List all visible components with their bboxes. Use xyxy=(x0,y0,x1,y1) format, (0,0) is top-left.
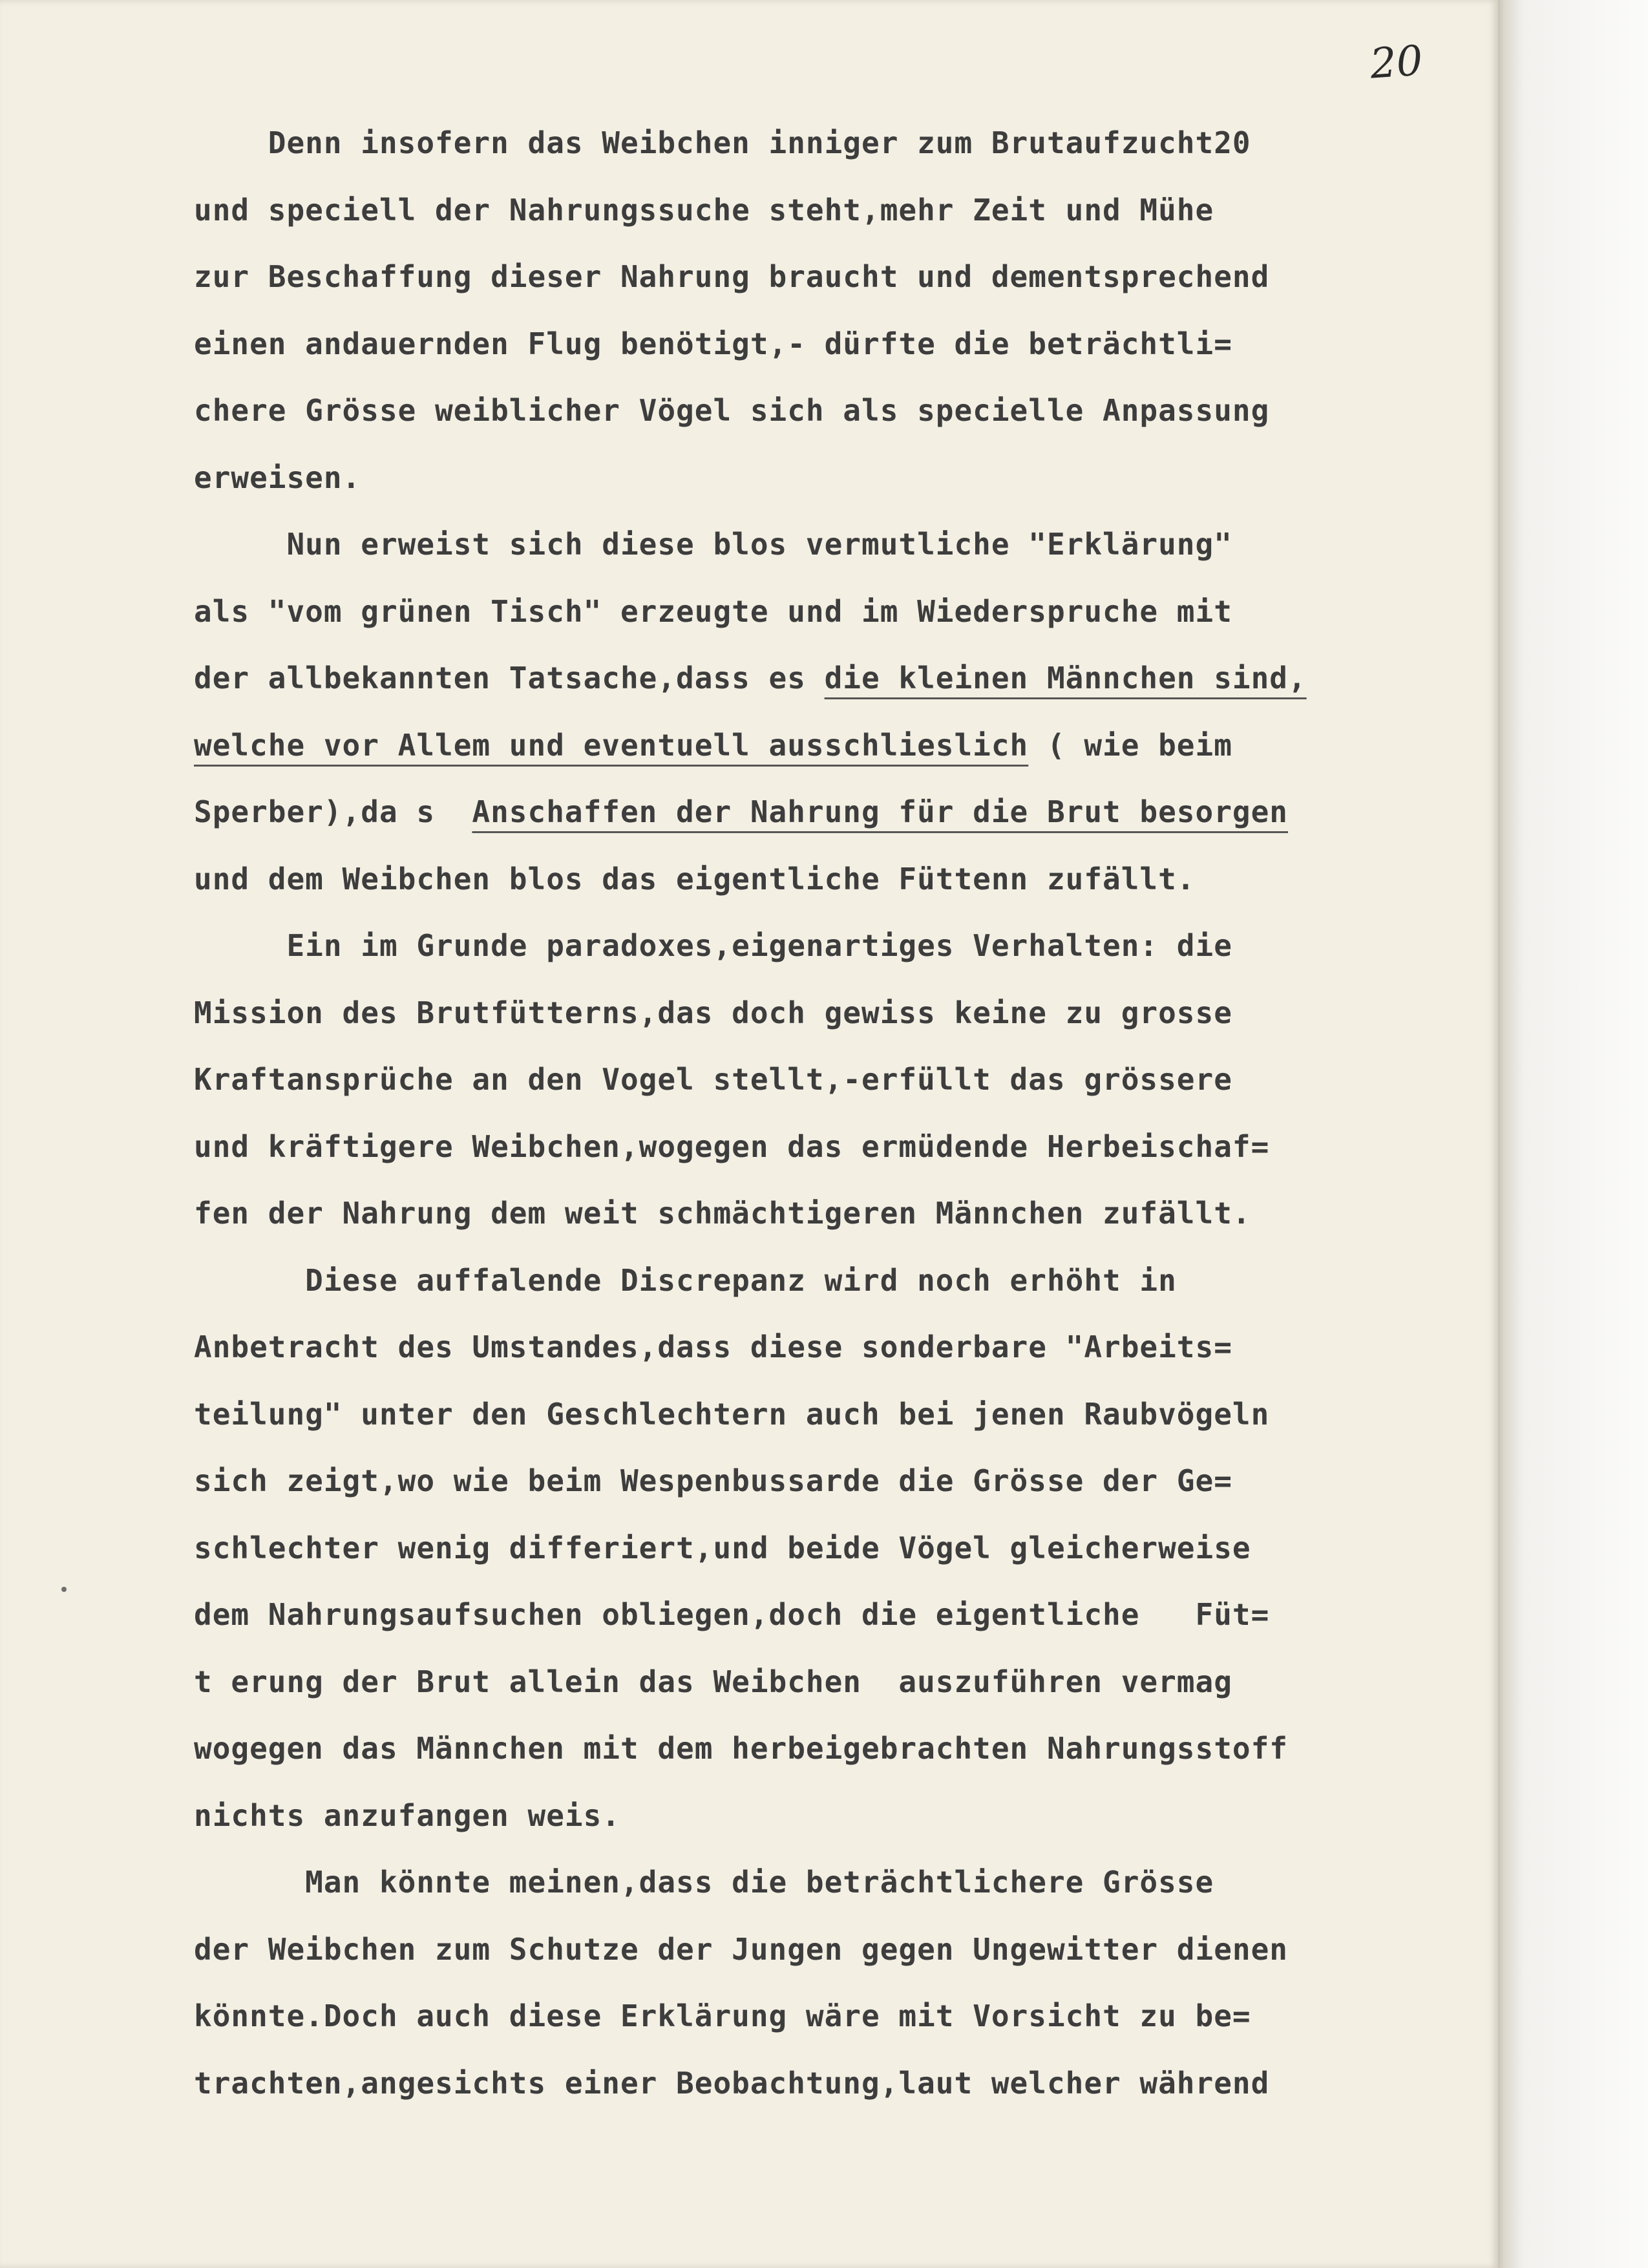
text-segment: Ein im Grunde paradoxes,eigenartiges Verhalten: die xyxy=(194,928,1232,963)
text-line xyxy=(194,1849,1480,1916)
text-segment: fen der Nahrung dem weit schmächtigeren Männchen zufällt. xyxy=(194,1196,1251,1231)
text-line xyxy=(194,1983,1480,2050)
text-line xyxy=(194,980,1480,1047)
text-segment: chere Grösse weiblicher Vögel sich als specielle Anpassung xyxy=(194,393,1270,428)
text-segment: Nun erweist sich diese blos vermutliche "Erklärung" xyxy=(194,527,1232,562)
underlined-text: Anschaffen der Nahrung für die Brut besorgen xyxy=(472,794,1288,829)
text-line xyxy=(194,779,1480,846)
text-line xyxy=(194,1381,1480,1448)
text-segment: schlechter wenig differiert,und beide Vögel gleicherweise xyxy=(194,1530,1251,1565)
text-segment: Man könnte meinen,dass die beträchtlichere Grösse xyxy=(194,1865,1214,1900)
text-line xyxy=(194,244,1480,311)
text-line xyxy=(194,1783,1480,1850)
handwritten-page-number: 20 xyxy=(1368,37,1424,89)
text-line xyxy=(194,1180,1480,1247)
text-segment: der allbekannten Tatsache,dass es xyxy=(194,661,825,695)
text-line xyxy=(194,913,1480,980)
text-segment: und dem Weibchen blos das eigentliche Füttenn zufällt. xyxy=(194,861,1196,896)
underlined-text: die kleinen Männchen sind, xyxy=(824,661,1307,695)
text-segment: t erung der Brut allein das Weibchen auszuführen vermag xyxy=(194,1664,1232,1699)
text-line xyxy=(194,645,1480,712)
text-segment: dem Nahrungsaufsuchen obliegen,doch die eigentliche Füt= xyxy=(194,1597,1270,1632)
text-segment: teilung" unter den Geschlechtern auch bei jenen Raubvögeln xyxy=(194,1396,1270,1432)
text-line xyxy=(194,511,1480,578)
text-segment: Sperber),da s xyxy=(194,794,472,829)
text-line xyxy=(194,1649,1480,1716)
text-line xyxy=(194,1046,1480,1114)
text-line xyxy=(194,1114,1480,1181)
text-segment: wogegen das Männchen mit dem herbeigebrachten Nahrungsstoff xyxy=(194,1731,1288,1766)
text-line xyxy=(194,1247,1480,1315)
ink-speck xyxy=(61,1587,67,1592)
text-segment: einen andauernden Flug benötigt,- dürfte die beträchtli= xyxy=(194,326,1232,361)
text-segment: Mission des Brutfütterns,das doch gewiss keine zu grosse xyxy=(194,995,1232,1030)
text-segment: Kraftansprüche an den Vogel stellt,-erfüllt das grössere xyxy=(194,1062,1232,1097)
text-line xyxy=(194,846,1480,913)
text-segment: sich zeigt,wo wie beim Wespenbussarde die Grösse der Ge= xyxy=(194,1463,1232,1498)
text-segment: zur Beschaffung dieser Nahrung braucht und dementsprechend xyxy=(194,259,1270,294)
text-line xyxy=(194,1715,1480,1783)
text-line xyxy=(194,1916,1480,1984)
text-segment: nichts anzufangen weis. xyxy=(194,1797,620,1833)
text-line xyxy=(194,377,1480,445)
text-segment: der Weibchen zum Schutze der Jungen gegen Ungewitter dienen xyxy=(194,1931,1288,1967)
text-line xyxy=(194,177,1480,244)
text-line xyxy=(194,110,1480,177)
page-edge-shadow xyxy=(1498,0,1648,2268)
text-line xyxy=(194,445,1480,512)
text-line xyxy=(194,578,1480,646)
document-body-text xyxy=(194,110,1480,2117)
text-segment: Denn insofern das Weibchen inniger zum Brutaufzucht20 xyxy=(194,125,1251,160)
text-line xyxy=(194,712,1480,779)
text-segment: trachten,angesichts einer Beobachtung,laut welcher während xyxy=(194,2065,1270,2101)
text-segment: könnte.Doch auch diese Erklärung wäre mit Vorsicht zu be= xyxy=(194,1998,1251,2033)
text-segment: Anbetracht des Umstandes,dass diese sonderbare "Arbeits= xyxy=(194,1330,1232,1364)
text-segment: ( wie beim xyxy=(1028,727,1232,763)
text-segment: erweisen. xyxy=(194,460,361,495)
text-segment: als "vom grünen Tisch" erzeugte und im Wiederspruche mit xyxy=(194,593,1232,629)
text-segment: und kräftigere Weibchen,wogegen das ermüdende Herbeischaf= xyxy=(194,1129,1270,1164)
text-line xyxy=(194,1314,1480,1381)
text-line xyxy=(194,2050,1480,2117)
text-line xyxy=(194,1448,1480,1515)
text-line xyxy=(194,1582,1480,1649)
text-segment: Diese auffalende Discrepanz wird noch erhöht in xyxy=(194,1262,1177,1298)
text-line xyxy=(194,311,1480,378)
underlined-text: welche vor Allem und eventuell ausschlieslich xyxy=(194,727,1029,763)
text-segment: und speciell der Nahrungssuche steht,mehr Zeit und Mühe xyxy=(194,192,1214,228)
text-line xyxy=(194,1515,1480,1582)
